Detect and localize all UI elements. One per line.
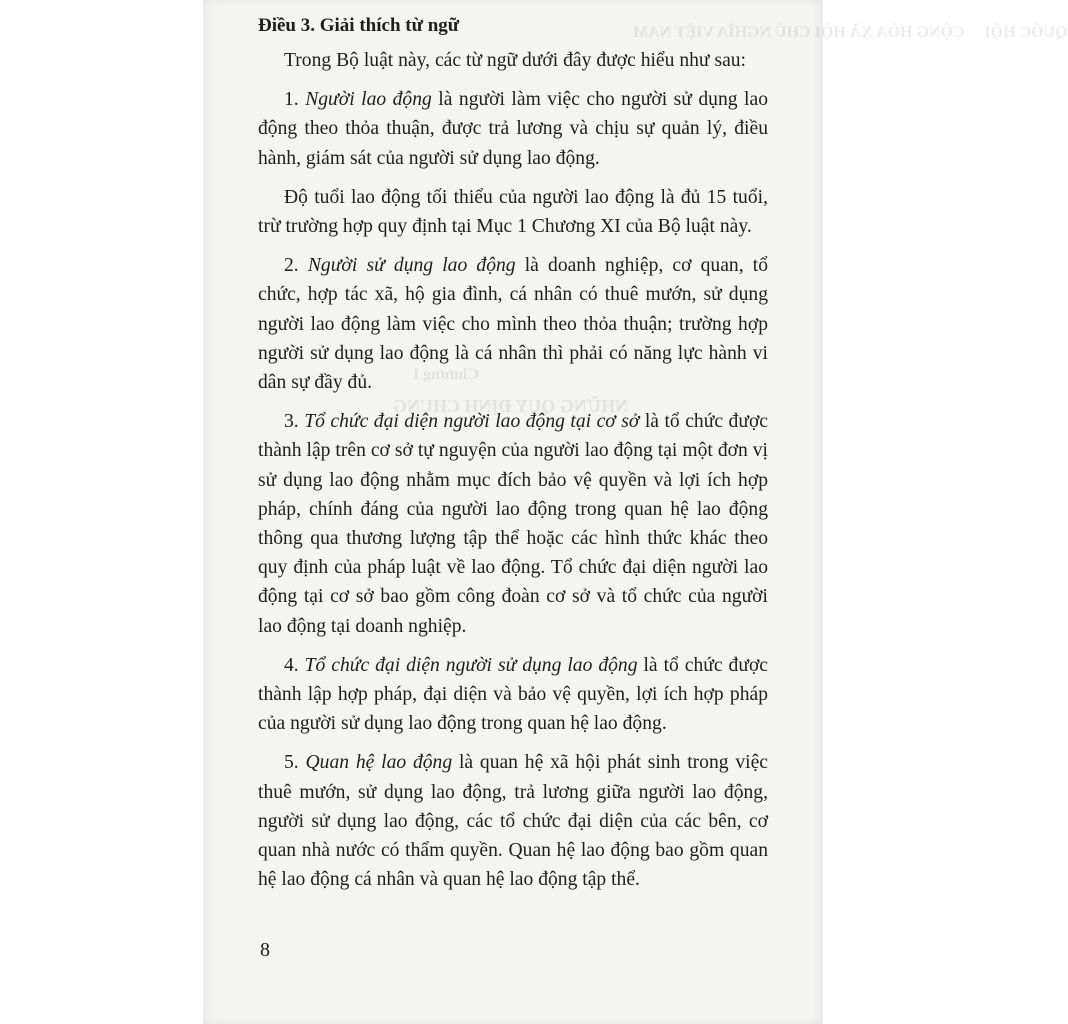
definition-text: là tổ chức được thành lập hợp pháp, đại diện và bảo vệ quyền, lợi ích hợp pháp của người sử dụng lao động trong quan hệ lao động. [258, 654, 769, 735]
show-through-text: QUỐC HỘI CỘNG HÒA XÃ HỘI CHỦ NGHĨA VIỆT NAM [633, 24, 1068, 41]
defined-term: Người sử dụng lao động [307, 255, 516, 277]
show-through-text: Chương I [413, 366, 480, 383]
item-number: 3. [284, 411, 305, 433]
definition-item [258, 85, 768, 173]
book-page [203, 0, 1068, 1024]
article-intro: Trong Bộ luật này, các từ ngữ dưới đây được hiểu như sau: [284, 50, 747, 71]
defined-term: Quan hệ lao động [305, 752, 453, 774]
page-number: 8 [260, 939, 270, 961]
definition-item [258, 183, 768, 241]
definition-text: là tổ chức được thành lập trên cơ sở tự nguyện của người lao động tại một đơn vị sử dụng lao động nhằm mục đích bảo vệ quyền và lợi ích hợp pháp, chính đáng của người lao động trong quan hệ lao động thông qua thương lượng tập thể hoặc các hình thức khác theo quy định của pháp luật về lao động. Tổ chức đại diện người lao động tại cơ sở bao gồm công đoàn cơ sở và tổ chức của người lao động tại doanh nghiệp. [258, 411, 768, 637]
definition-text: là người làm việc cho người sử dụng lao động theo thỏa thuận, được trả lương và chịu sự quản lý, điều hành, giám sát của người sử dụng lao động. [258, 89, 768, 169]
defined-term: Tổ chức đại diện người lao động tại cơ sở [304, 411, 640, 433]
definition-text: là quan hệ xã hội phát sinh trong việc thuê mướn, sử dụng lao động, trả lương giữa người lao động, người sử dụng lao động, các tổ chức đại diện của các bên, cơ quan nhà nước có thẩm quyền. Quan hệ lao động bao gồm quan hệ lao động cá nhân và quan hệ lao động tập thể. [258, 752, 768, 891]
definition-item [258, 748, 768, 894]
show-through-text: NHỮNG QUY ĐỊNH CHUNG [393, 396, 629, 416]
article-heading: Điều 3. Giải thích từ ngữ [258, 15, 460, 36]
definition-item [258, 407, 768, 641]
item-number: 2. [284, 255, 308, 277]
definition-item [258, 651, 768, 739]
item-number: 4. [284, 654, 305, 676]
definition-item [258, 251, 768, 397]
definition-text: là doanh nghiệp, cơ quan, tổ chức, hợp tác xã, hộ gia đình, cá nhân có thuê mướn, sử dụng người lao động làm việc cho mình theo thỏa thuận; trường hợp người sử dụng lao động là cá nhân thì phải có năng lực hành vi dân sự đầy đủ. [258, 255, 768, 394]
definition-text: Độ tuổi lao động tối thiểu của người lao động là đủ 15 tuổi, trừ trường hợp quy định tại Mục 1 Chương XI của Bộ luật này. [258, 186, 768, 238]
item-number: 5. [284, 752, 306, 774]
item-number: 1. [284, 89, 306, 111]
defined-term: Người lao động [305, 89, 432, 111]
article-body [258, 12, 768, 904]
defined-term: Tổ chức đại diện người sử dụng lao động [304, 654, 638, 676]
